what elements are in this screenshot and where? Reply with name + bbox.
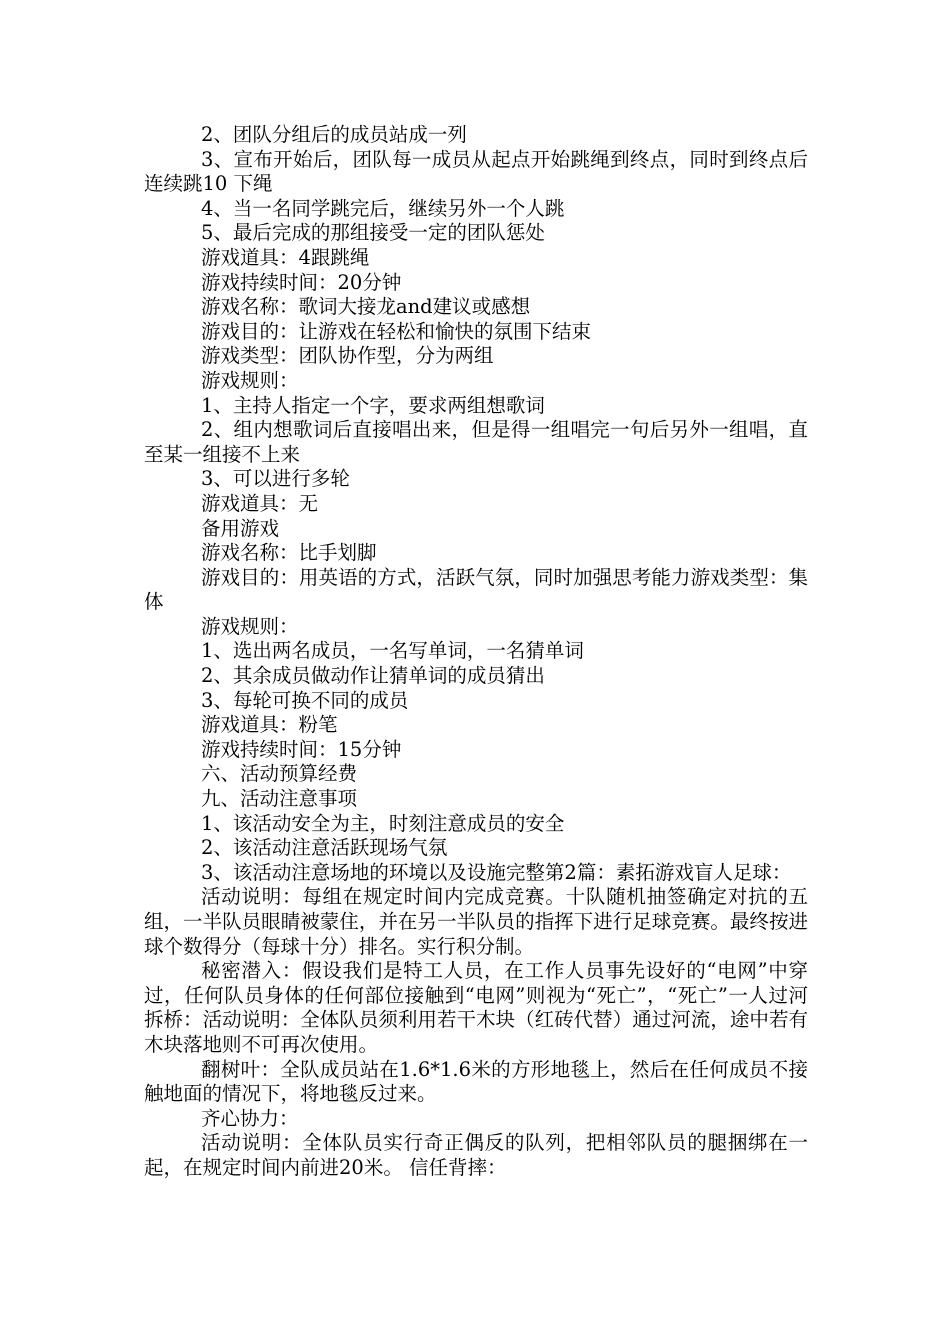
paragraph: 游戏目的：让游戏在轻松和愉快的氛围下结束 xyxy=(201,319,592,343)
paragraph: 活动说明：全体队员实行奇正偶反的队列，把相邻队员的腿捆绑在一起，在规定时间内前进20米。 信任背摔： xyxy=(144,1131,808,1179)
paragraph: 3、每轮可换不同的成员 xyxy=(201,688,409,712)
paragraph: 2、其余成员做动作让猜单词的成员猜出 xyxy=(201,664,545,688)
paragraph: 翻树叶：全队成员站在1.6*1.6米的方形地毯上，然后在任何成员不接触地面的情况下，将地毯反过来。 xyxy=(144,1057,808,1106)
paragraph: 游戏持续时间：15分钟 xyxy=(201,737,402,761)
paragraph: 秘密潜入：假设我们是特工人员，在工作人员事先设好的“电网”中穿过，任何队员身体的任何部位接触到“电网”则视为“死亡”，“死亡”一人过河拆桥：活动说明：全体队员须利用若干木块（红砖代替）通过河流，途中若有木块落地则不可再次使用。 xyxy=(144,959,808,1056)
paragraph: 3、可以进行多轮 xyxy=(201,467,350,491)
paragraph: 游戏类型：团队协作型，分为两组 xyxy=(201,344,494,368)
paragraph: 游戏规则： xyxy=(201,614,299,638)
paragraph: 1、该活动安全为主，时刻注意成员的安全 xyxy=(201,811,565,835)
paragraph: 游戏目的：用英语的方式，活跃气氛，同时加强思考能力游戏类型：集体 xyxy=(144,565,808,614)
paragraph: 活动说明：每组在规定时间内完成竞赛。十队随机抽签确定对抗的五组，一半队员眼睛被蒙住，并在另一半队员的指挥下进行足球竞赛。最终按进球个数得分（每球十分）排名。实行积分制。 xyxy=(144,885,808,958)
paragraph: 4、当一名同学跳完后，继续另外一个人跳 xyxy=(201,196,565,220)
paragraph: 九、活动注意事项 xyxy=(201,787,358,811)
paragraph: 游戏规则： xyxy=(201,368,299,392)
paragraph: 3、宣布开始后，团队每一成员从起点开始跳绳到终点，同时到终点后连续跳10 下绳 xyxy=(144,147,808,196)
paragraph: 游戏名称：比手划脚 xyxy=(201,541,377,565)
document-body xyxy=(144,123,808,1181)
paragraph: 1、主持人指定一个字，要求两组想歌词 xyxy=(201,393,545,417)
paragraph: 齐心协力： xyxy=(201,1106,299,1130)
paragraph: 3、该活动注意场地的环境以及设施完整第2篇：素拓游戏盲人足球： xyxy=(201,860,792,884)
paragraph: 2、组内想歌词后直接唱出来，但是得一组唱完一句后另外一组唱，直至某一组接不上来 xyxy=(144,418,808,466)
paragraph: 游戏道具：4跟跳绳 xyxy=(201,245,370,269)
paragraph: 2、团队分组后的成员站成一列 xyxy=(201,123,467,146)
paragraph: 游戏道具：粉笔 xyxy=(201,713,338,737)
paragraph: 5、最后完成的那组接受一定的团队惩处 xyxy=(201,221,545,245)
paragraph: 游戏持续时间：20分钟 xyxy=(201,270,402,294)
paragraph: 六、活动预算经费 xyxy=(201,762,358,786)
paragraph: 备用游戏 xyxy=(201,516,280,540)
paragraph: 游戏名称：歌词大接龙and建议或感想 xyxy=(201,295,531,319)
paragraph: 2、该活动注意活跃现场气氛 xyxy=(201,836,448,860)
paragraph: 游戏道具：无 xyxy=(201,491,319,515)
paragraph: 1、选出两名成员，一名写单词，一名猜单词 xyxy=(201,639,584,663)
